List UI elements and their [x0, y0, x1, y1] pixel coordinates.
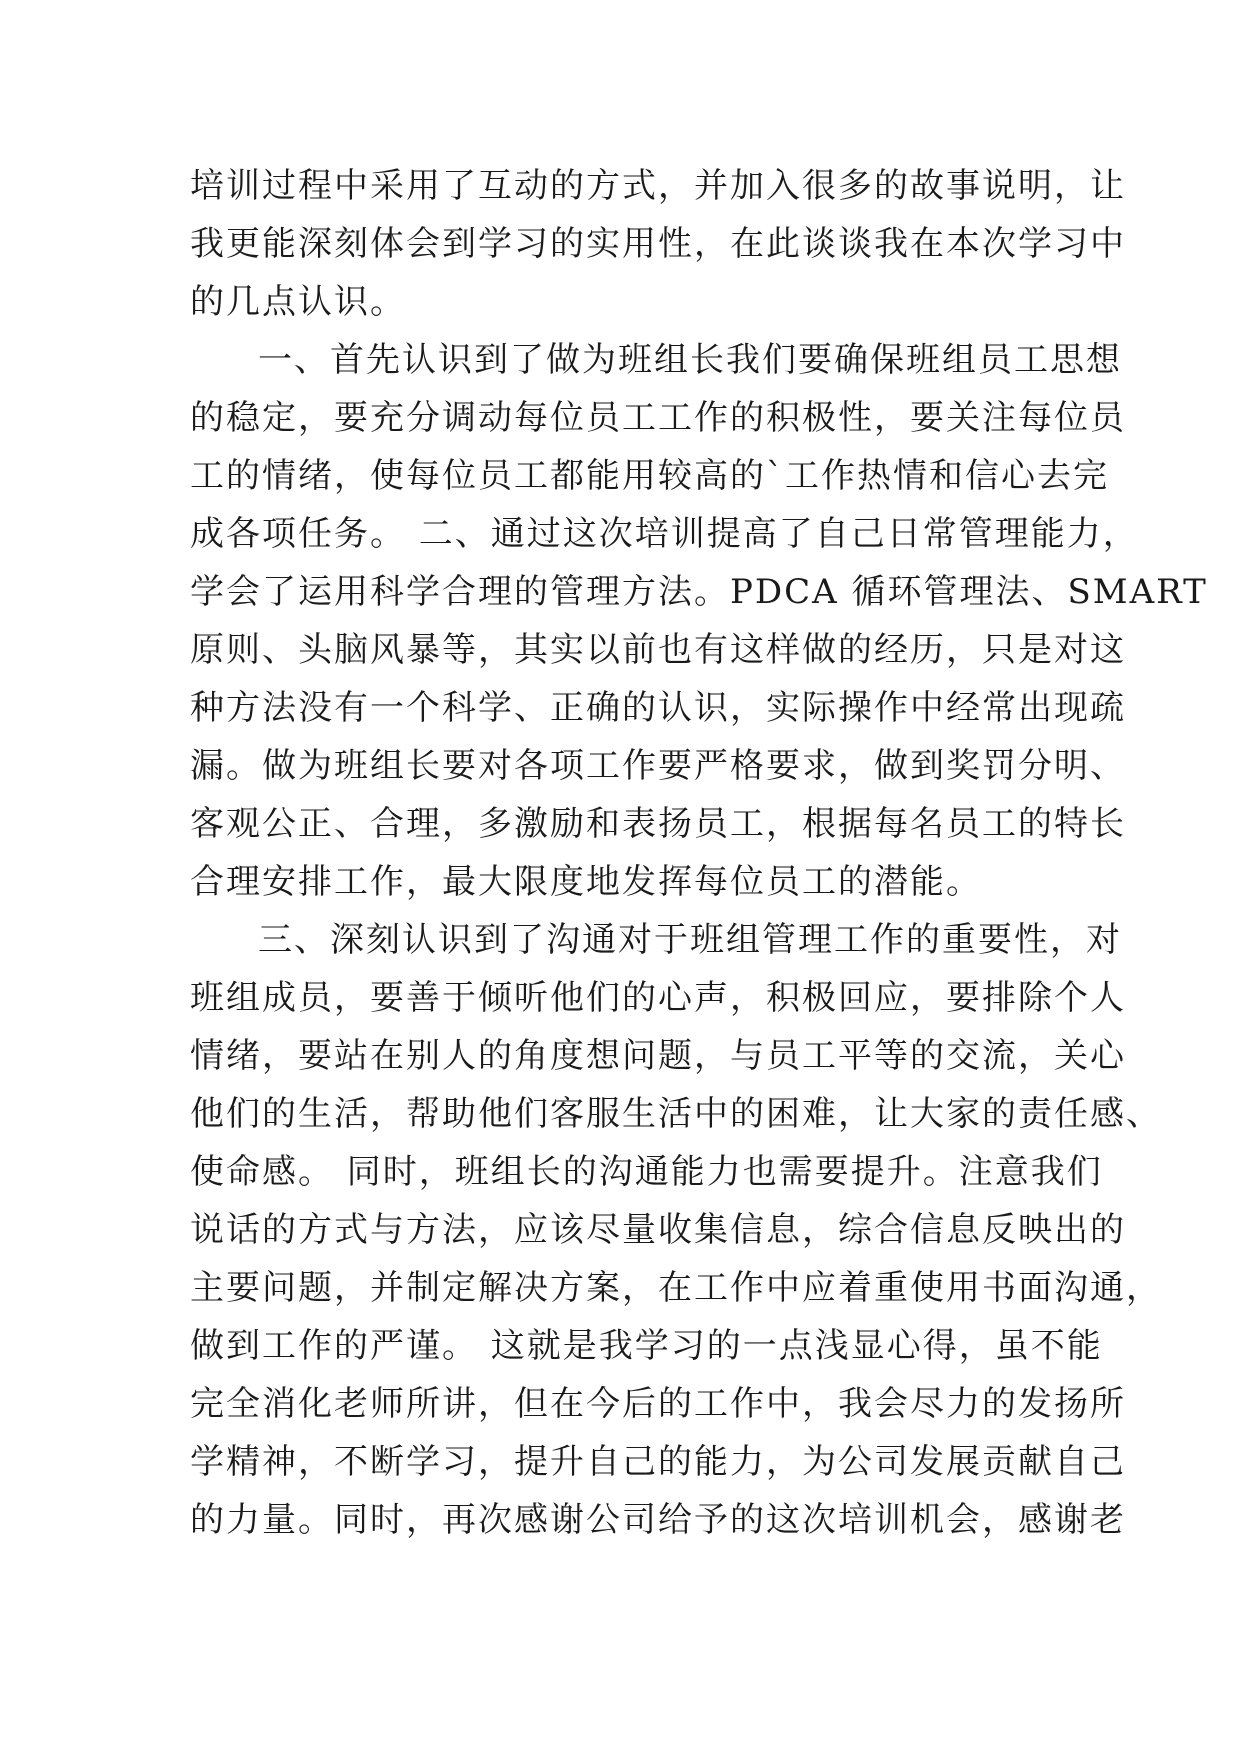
text-line: 他们的生活，帮助他们客服生活中的困难，让大家的责任感、 — [190, 1094, 1162, 1134]
text-line: 学会了运用科学合理的管理方法。PDCA 循环管理法、SMART — [190, 572, 1208, 612]
text-line: 使命感。 同时，班组长的沟通能力也需要提升。注意我们 — [190, 1152, 1103, 1192]
paragraph-3-start: 三、深刻认识到了沟通对于班组管理工作的重要性，对 — [258, 920, 1122, 960]
text-line: 漏。做为班组长要对各项工作要严格要求，做到奖罚分明、 — [190, 746, 1126, 786]
text-line: 原则、头脑风暴等，其实以前也有这样做的经历，只是对这 — [190, 630, 1126, 670]
text-line: 工的情绪，使每位员工都能用较高的`工作热情和信心去完 — [190, 456, 1109, 496]
text-line: 培训过程中采用了互动的方式，并加入很多的故事说明，让 — [190, 166, 1126, 206]
text-line: 情绪，要站在别人的角度想问题，与员工平等的交流，关心 — [190, 1036, 1126, 1076]
text-line: 主要问题，并制定解决方案，在工作中应着重使用书面沟通， — [190, 1268, 1162, 1308]
text-line: 班组成员，要善于倾听他们的心声，积极回应，要排除个人 — [190, 978, 1126, 1018]
text-line: 成各项任务。 二、通过这次培训提高了自己日常管理能力， — [190, 514, 1139, 554]
text-line: 说话的方式与方法，应该尽量收集信息，综合信息反映出的 — [190, 1210, 1126, 1250]
text-line: 学精神，不断学习，提升自己的能力，为公司发展贡献自己 — [190, 1442, 1126, 1482]
text-line: 我更能深刻体会到学习的实用性，在此谈谈我在本次学习中 — [190, 224, 1126, 264]
text-line: 的力量。同时，再次感谢公司给予的这次培训机会，感谢老 — [190, 1500, 1126, 1540]
document-body — [190, 157, 1208, 1549]
text-line: 客观公正、合理，多激励和表扬员工，根据每名员工的特长 — [190, 804, 1126, 844]
text-line: 完全消化老师所讲，但在今后的工作中，我会尽力的发扬所 — [190, 1384, 1126, 1424]
paragraph-1-start: 一、首先认识到了做为班组长我们要确保班组员工思想 — [258, 340, 1122, 380]
text-line: 合理安排工作，最大限度地发挥每位员工的潜能。 — [190, 862, 982, 902]
text-line: 的几点认识。 — [190, 282, 406, 322]
text-line: 的稳定，要充分调动每位员工工作的积极性，要关注每位员 — [190, 398, 1126, 438]
text-line: 做到工作的严谨。 这就是我学习的一点浅显心得，虽不能 — [190, 1326, 1103, 1366]
text-line: 种方法没有一个科学、正确的认识，实际操作中经常出现疏 — [190, 688, 1126, 728]
